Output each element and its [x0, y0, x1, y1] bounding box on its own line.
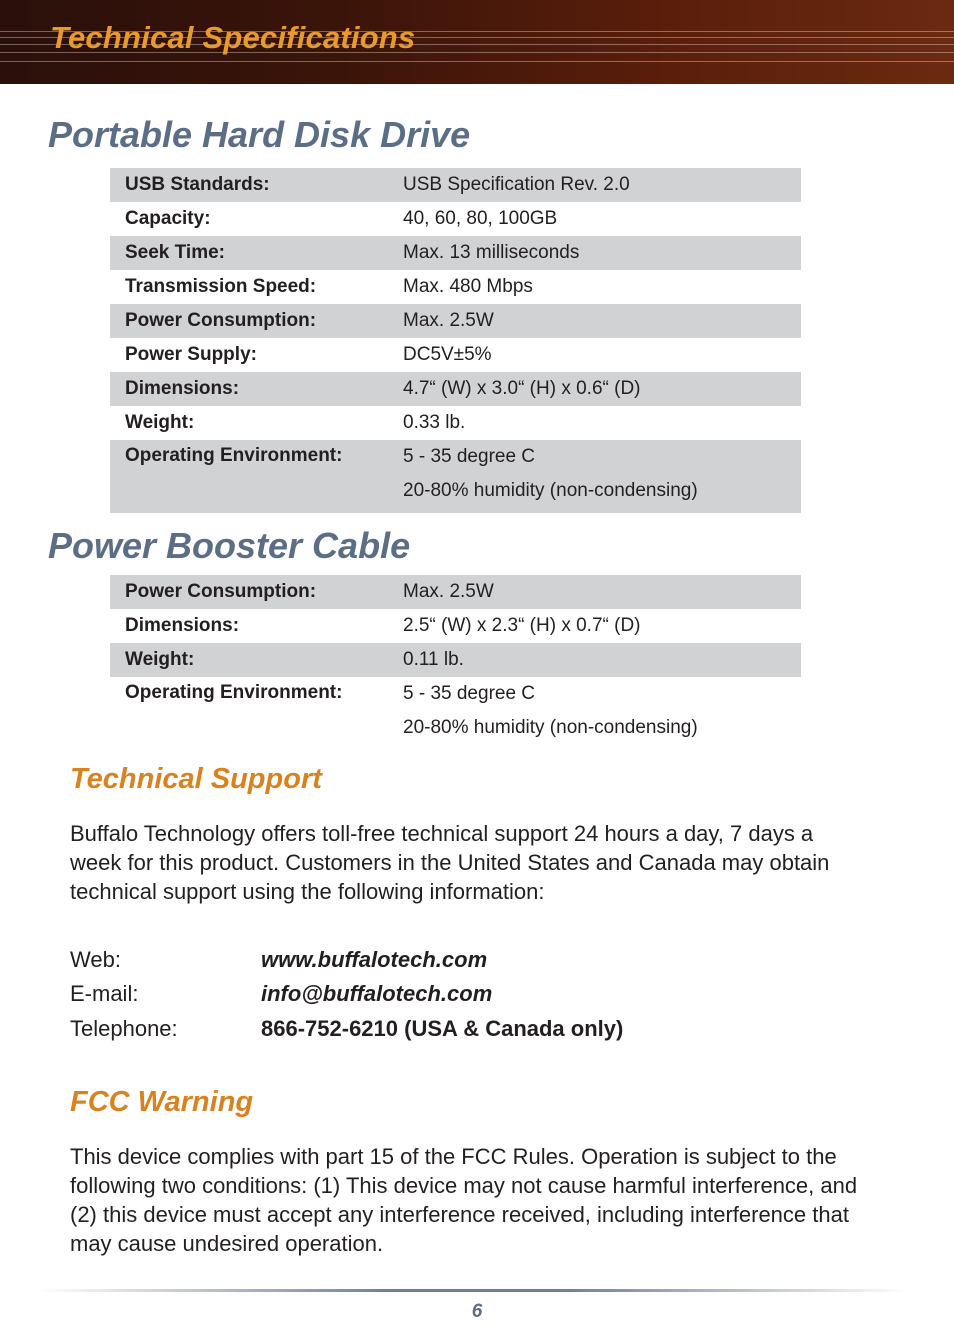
spec-row: [110, 643, 801, 677]
spec-value: 0.11 lb.: [388, 643, 801, 677]
spec-label: Transmission Speed:: [125, 276, 317, 297]
spec-value-secondary: 20-80% humidity (non-condensing): [403, 717, 698, 738]
spec-row: [110, 202, 801, 236]
email-label: E-mail:: [70, 981, 139, 1006]
spec-label: Power Supply:: [125, 344, 257, 365]
spec-value: Max. 2.5W: [388, 575, 801, 609]
spec-row: [110, 372, 801, 406]
contact-email-row: [70, 981, 770, 1011]
spec-row: [110, 236, 801, 270]
hdd-section-title: Portable Hard Disk Drive: [48, 114, 471, 155]
footer-rule: [40, 1289, 910, 1292]
spec-label: Capacity:: [125, 208, 211, 229]
spec-value-cell: [388, 440, 801, 513]
web-label: Web:: [70, 947, 121, 972]
spec-label: USB Standards:: [110, 168, 388, 202]
spec-label: Weight:: [125, 412, 195, 433]
spec-label: Dimensions:: [110, 372, 388, 406]
spec-value: 4.7“ (W) x 3.0“ (H) x 0.6“ (D): [388, 372, 801, 406]
spec-row: [110, 304, 801, 338]
spec-label: Power Consumption:: [110, 304, 388, 338]
spec-value: DC5V±5%: [403, 344, 492, 365]
spec-value-secondary: 20-80% humidity (non-condensing): [403, 480, 698, 501]
spec-value: USB Specification Rev. 2.0: [388, 168, 801, 202]
phone-label: Telephone:: [70, 1016, 178, 1041]
web-link[interactable]: www.buffalotech.com: [261, 947, 488, 972]
spec-row: [110, 677, 801, 750]
spec-value: 40, 60, 80, 100GB: [403, 208, 558, 229]
spec-value: 5 - 35 degree C: [403, 683, 536, 704]
spec-label: Seek Time:: [110, 236, 388, 270]
spec-row: [110, 338, 801, 372]
spec-value: 0.33 lb.: [403, 412, 466, 433]
contact-phone-row: [70, 1016, 770, 1046]
spec-row: [110, 168, 801, 202]
phone-value: 866-752-6210 (USA & Canada only): [261, 1016, 624, 1041]
fcc-body: This device complies with part 15 of the FCC Rules. Operation is subject to the following two conditions: (1) This device may not cause harmful interference, and (2) this device must accept any interference received, including interference that may cause undesired operation.: [70, 1144, 858, 1256]
spec-value: 2.5“ (W) x 2.3“ (H) x 0.7“ (D): [403, 615, 641, 636]
spec-row: [110, 609, 801, 643]
header-band: [0, 0, 954, 84]
cable-section-title: Power Booster Cable: [48, 525, 411, 566]
spec-value-cell: [388, 677, 801, 750]
spec-row: [110, 575, 801, 609]
contact-web-row: [70, 947, 770, 977]
spec-label: Power Consumption:: [110, 575, 388, 609]
spec-row: [110, 270, 801, 304]
spec-row: [110, 440, 801, 513]
spec-label: Weight:: [110, 643, 388, 677]
spec-value: Max. 2.5W: [388, 304, 801, 338]
spec-label: Operating Environment:: [110, 440, 388, 513]
email-link[interactable]: info@buffalotech.com: [261, 981, 493, 1006]
spec-value: 5 - 35 degree C: [403, 446, 536, 467]
header-rule: [0, 61, 954, 62]
support-body: Buffalo Technology offers toll-free technical support 24 hours a day, 7 days a week for this product. Customers in the United States and Canada may obtain technical support using the following information:: [70, 821, 830, 904]
spec-value: Max. 480 Mbps: [403, 276, 533, 297]
spec-value: Max. 13 milliseconds: [388, 236, 801, 270]
page-number: 6: [471, 1301, 483, 1322]
spec-label: Dimensions:: [125, 615, 240, 636]
hdd-spec-table: [110, 168, 801, 513]
spec-row: [110, 406, 801, 440]
spec-label: Operating Environment:: [125, 682, 343, 703]
fcc-title: FCC Warning: [70, 1086, 254, 1118]
page-header-title: Technical Specifications: [50, 20, 416, 55]
support-title: Technical Support: [70, 763, 322, 795]
cable-spec-table: [110, 575, 801, 750]
